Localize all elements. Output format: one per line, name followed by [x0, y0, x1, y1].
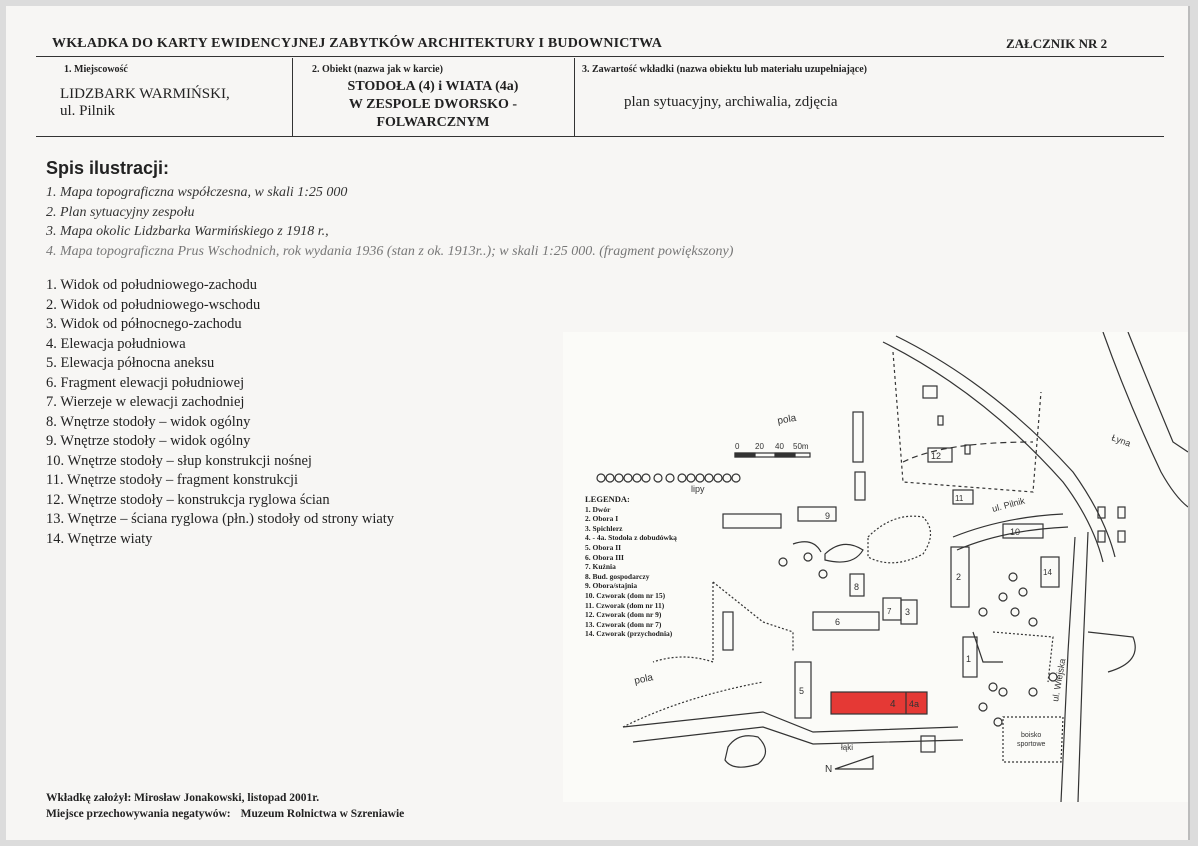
contents-value: plan sytuacyjny, archiwalia, zdjęcia — [624, 94, 838, 110]
field-label: pola — [776, 412, 798, 427]
locality-line2: ul. Pilnik — [60, 103, 116, 119]
map-legend — [585, 495, 677, 639]
legend-item: 4. - 4a. Stodoła z dobudówką — [585, 533, 677, 543]
list-item: 1. Mapa topograficzna współczesna, w skali 1:25 000 — [46, 185, 348, 200]
legend-item: 2. Obora I — [585, 514, 619, 524]
building-number: 9 — [825, 511, 831, 521]
list-item: 3. Widok od północnego-zachodu — [46, 316, 242, 332]
legend-title: LEGENDA: — [585, 494, 630, 504]
building — [923, 386, 937, 398]
object-line1: STODOŁA (4) i WIATA (4a) — [347, 79, 519, 94]
building-6 — [813, 612, 879, 630]
building-number: 3 — [905, 607, 911, 617]
north-label: N — [825, 764, 833, 775]
locality-value — [60, 86, 230, 120]
list-item: 6. Fragment elewacji południowej — [46, 374, 245, 391]
list-item: 13. Wnętrze – ściana ryglowa (płn.) stodoły od strony wiaty — [46, 511, 395, 527]
scale-tick: 40 — [775, 442, 784, 451]
building-number: 14 — [1043, 568, 1052, 577]
scale-bar — [735, 453, 755, 457]
building-number: 11 — [955, 494, 964, 503]
building — [1118, 531, 1125, 542]
river-bank — [1103, 332, 1188, 507]
object-line2: W ZESPOLE DWORSKO - — [348, 97, 518, 112]
building — [1118, 507, 1125, 518]
object-cell — [292, 58, 575, 136]
legend-item: 12. Czworak (dom nr 9) — [585, 610, 662, 620]
storage-line — [46, 806, 404, 822]
sports-field-label: sportowe — [1017, 741, 1046, 748]
tree-clump — [725, 736, 766, 767]
building-number: 8 — [854, 582, 860, 592]
scale-bar — [775, 453, 795, 457]
list-item: 14. Wnętrze wiaty — [46, 530, 153, 547]
scale-tick: 0 — [735, 442, 740, 451]
list-item: 7. Wierzeje w elewacji zachodniej — [46, 394, 245, 410]
info-table — [36, 58, 1164, 137]
legend-item: 5. Obora II — [585, 542, 622, 552]
list-item: 4. Elewacja południowa — [46, 335, 186, 352]
building — [853, 412, 863, 462]
contents-label: 3. Zawartość wkładki (nazwa obiektu lub materiału uzupełniające) — [582, 64, 868, 75]
object-line3: FOLWARCZNYM — [376, 115, 490, 130]
list-item: 5. Elewacja północna aneksu — [46, 355, 215, 371]
street-label: ul. Pilnik — [990, 495, 1026, 514]
scale-tick: 20 — [755, 442, 764, 451]
storage-label: Miejsce przechowywania negatywów: — [46, 808, 231, 820]
road-edge — [1078, 532, 1088, 802]
legend-item: 6. Obora III — [585, 552, 624, 562]
photos-list — [46, 276, 394, 549]
legend-item: 11. Czworak (dom nr 11) — [585, 600, 665, 610]
road-edge — [883, 342, 1103, 562]
illustrations-list — [46, 183, 733, 261]
building — [965, 445, 970, 454]
legend-item: 3. Spichlerz — [585, 523, 623, 533]
locality-line1: LIDZBARK WARMIŃSKI, — [60, 86, 230, 102]
document-sheet — [6, 6, 1190, 840]
meadow-label: łąki — [841, 743, 854, 752]
object-value — [292, 78, 574, 132]
scale-tick: 50m — [793, 442, 809, 451]
building-number: 6 — [835, 617, 841, 627]
fence — [713, 582, 793, 652]
building — [938, 416, 943, 425]
pond — [868, 516, 931, 563]
trees-label: lipy — [691, 484, 705, 494]
locality-cell — [36, 58, 293, 136]
building-number: 10 — [1010, 527, 1021, 537]
legend-item: 1. Dwór — [585, 504, 611, 514]
river-label: Łyna — [1110, 432, 1133, 449]
road-edge — [953, 514, 1063, 537]
locality-label: 1. Miejscowość — [64, 64, 128, 75]
footer — [46, 790, 404, 822]
path — [793, 542, 821, 552]
building — [921, 736, 935, 752]
building-number: 12 — [931, 451, 942, 461]
list-item: 8. Wnętrze stodoły – widok ogólny — [46, 413, 251, 430]
object-label: 2. Obiekt (nazwa jak w karcie) — [312, 64, 443, 75]
fence — [893, 352, 1041, 492]
sports-field-label: boisko — [1021, 732, 1042, 739]
list-item: 9. Wnętrze stodoły – widok ogólny — [46, 433, 251, 449]
building — [1098, 531, 1105, 542]
building-7 — [883, 598, 901, 620]
sports-field — [1003, 717, 1063, 762]
document-title: WKŁADKA DO KARTY EWIDENCYJNEJ ZABYTKÓW ARCHITEKTURY I BUDOWNICTWA — [52, 36, 663, 51]
road-edge — [1088, 632, 1135, 672]
tree-row — [597, 474, 740, 482]
list-item: 1. Widok od południowego-zachodu — [46, 277, 257, 293]
author-line: Wkładkę założył: Mirosław Jonakowski, listopad 2001r. — [46, 792, 320, 804]
building-number: 4 — [890, 699, 896, 710]
building — [723, 514, 781, 528]
north-arrow — [835, 756, 873, 769]
legend-item: 14. Czworak (przychodnia) — [585, 629, 673, 639]
site-plan — [563, 332, 1188, 802]
list-item: 2. Plan sytuacyjny zespołu — [46, 204, 195, 220]
list-item: 2. Widok od południowego-wschodu — [46, 296, 261, 313]
storage-value: Muzeum Rolnictwa w Szreniawie — [240, 808, 405, 820]
illustrations-heading: Spis ilustracji: — [46, 158, 170, 178]
list-item: 12. Wnętrze stodoły – konstrukcja ryglowa ścian — [46, 491, 330, 508]
list-item: 11. Wnętrze stodoły – fragment konstrukcji — [46, 472, 299, 488]
building — [855, 472, 865, 500]
legend-item: 10. Czworak (dom nr 15) — [585, 590, 666, 600]
legend-item: 7. Kuźnia — [585, 562, 616, 572]
building-number: 1 — [966, 654, 972, 664]
road-edge — [623, 712, 958, 732]
legend-item: 13. Czworak (dom nr 7) — [585, 619, 662, 629]
building — [723, 612, 733, 650]
list-item: 3. Mapa okolic Lidzbarka Warmińskiego z 1918 r., — [46, 224, 329, 239]
building-9 — [798, 507, 836, 521]
field-label: pola — [633, 672, 655, 687]
legend-item: 8. Bud. gospodarczy — [585, 571, 650, 581]
building-number: 2 — [956, 572, 962, 582]
list-item: 10. Wnętrze stodoły – słup konstrukcji nośnej — [46, 452, 312, 469]
contents-cell — [574, 58, 1164, 136]
fence — [623, 682, 763, 727]
building-number: 7 — [887, 607, 892, 616]
list-item: 4. Mapa topograficzna Prus Wschodnich, rok wydania 1936 (stan z ok. 1913r..); w skali 1:25 000. (fragment powiększony) — [46, 243, 734, 259]
header-divider — [36, 56, 1164, 57]
building — [1098, 507, 1105, 518]
annex-number: ZAŁCZNIK NR 2 — [1006, 36, 1108, 51]
road-edge — [633, 727, 963, 744]
river-bank — [1128, 332, 1188, 452]
fence — [993, 632, 1053, 682]
legend-item: 9. Obora/stajnia — [585, 581, 638, 591]
street-label: ul. Wiejska — [1050, 657, 1068, 703]
pond-bank — [825, 544, 863, 562]
building-number: 4a — [909, 699, 920, 709]
building-number: 5 — [799, 686, 805, 696]
